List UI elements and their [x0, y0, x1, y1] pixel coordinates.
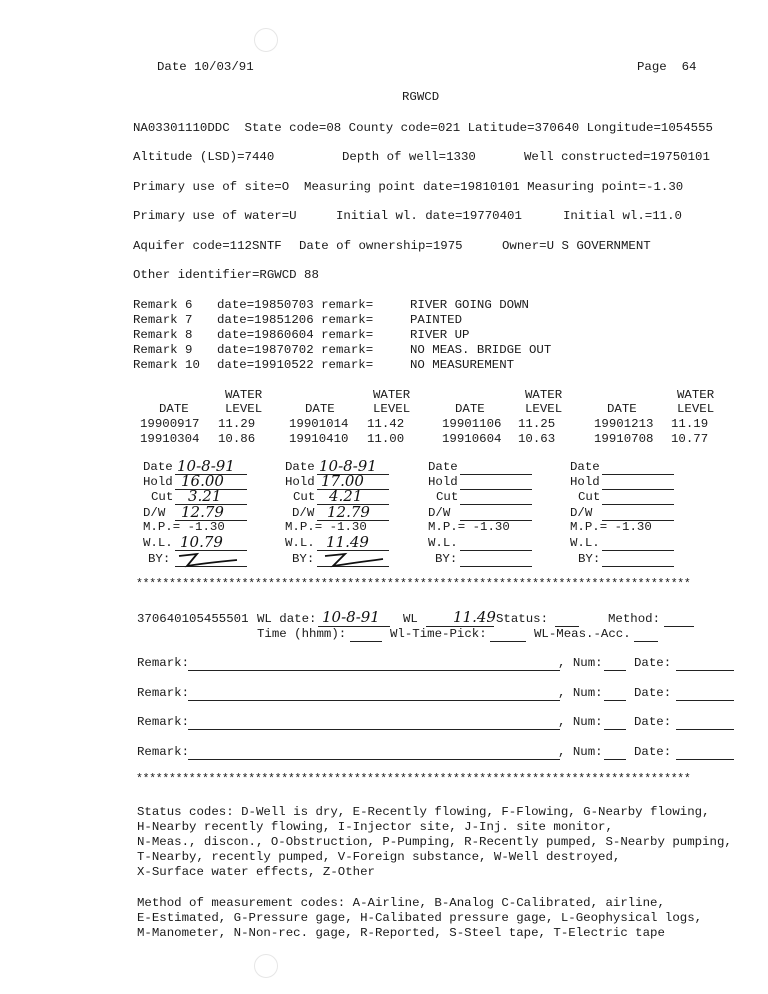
well-constructed: Well constructed=19750101	[524, 150, 710, 164]
remark-date-label: Date:	[634, 745, 672, 759]
table-cell-level: 11.25	[518, 417, 556, 431]
table-cell-date: 19910304	[140, 432, 200, 446]
remark-text: RIVER GOING DOWN	[410, 298, 529, 312]
remark-date: date=19850703 remark=	[217, 298, 374, 312]
table-cell-date: 19900917	[140, 417, 200, 431]
separator-line: ************************************************************************************	[136, 773, 691, 786]
form-hold-line[interactable]	[602, 489, 674, 490]
form-date-label: Date	[285, 460, 315, 474]
remark-num-field[interactable]	[604, 670, 626, 671]
initials-signature	[317, 551, 387, 571]
table-cell-date: 19901106	[442, 417, 502, 431]
col-header-date: DATE	[305, 402, 335, 416]
entry-wl-date-label: WL date:	[257, 612, 317, 626]
form-date-line[interactable]	[460, 474, 532, 475]
separator-line: ************************************************************************************	[136, 578, 691, 591]
remark-text: RIVER UP	[410, 328, 470, 342]
remark-entry-field[interactable]	[188, 759, 560, 760]
remark-entry-label: Remark:	[137, 656, 190, 670]
remark-date-field[interactable]	[676, 670, 734, 671]
entry-site-id: 370640105455501	[137, 612, 249, 626]
remark-date: date=19910522 remark=	[217, 358, 374, 372]
col-header-level: LEVEL	[525, 402, 563, 416]
report-date: Date 10/03/91	[157, 60, 254, 74]
remark-text: NO MEAS. BRIDGE OUT	[410, 343, 552, 357]
remark-label: Remark 7	[133, 313, 200, 327]
handwritten-cut: 4.21	[329, 487, 363, 505]
form-hold-label: Hold	[428, 475, 458, 489]
handwritten-wl: 11.49	[326, 533, 369, 551]
aquifer-code: Aquifer code=112SNTF	[133, 239, 282, 253]
remark-date: date=19870702 remark=	[217, 343, 374, 357]
primary-use-water: Primary use of water=U	[133, 209, 297, 223]
form-dw-label: D/W	[570, 506, 593, 520]
form-cut-label: Cut	[436, 490, 459, 504]
method-codes-line: Method of measurement codes: A-Airline, B-Analog C-Calibrated, airline,	[137, 896, 665, 910]
table-cell-level: 10.63	[518, 432, 556, 446]
form-cut-line[interactable]	[460, 504, 532, 505]
form-date-line[interactable]	[602, 474, 674, 475]
well-depth: Depth of well=1330	[342, 150, 476, 164]
col-header-level: LEVEL	[225, 402, 263, 416]
col-header-water: WATER	[373, 388, 411, 402]
status-codes-line: X-Surface water effects, Z-Other	[137, 865, 375, 879]
remark-num-label: , Num:	[558, 686, 603, 700]
entry-method-field[interactable]	[664, 626, 694, 627]
status-codes-line: T-Nearby, recently pumped, V-Foreign substance, W-Well destroyed,	[137, 850, 621, 864]
col-header-level: LEVEL	[677, 402, 715, 416]
form-cut-line[interactable]	[602, 504, 674, 505]
remark-date-field[interactable]	[676, 700, 734, 701]
remark-num-field[interactable]	[604, 759, 626, 760]
table-cell-level: 11.19	[671, 417, 709, 431]
remark-date-label: Date:	[634, 686, 672, 700]
remark-entry-field[interactable]	[188, 670, 560, 671]
form-date-label: Date	[570, 460, 600, 474]
ownership-date: Date of ownership=1975	[299, 239, 463, 253]
remark-text: PAINTED	[410, 313, 463, 327]
form-hold-label: Hold	[285, 475, 315, 489]
form-cut-label: Cut	[151, 490, 174, 504]
entry-time-field[interactable]	[350, 641, 382, 642]
handwritten-dw: 12.79	[327, 503, 370, 521]
table-cell-level: 10.86	[218, 432, 256, 446]
remark-entry-label: Remark:	[137, 715, 190, 729]
form-dw-label: D/W	[292, 506, 315, 520]
handwritten-entry-date: 10-8-91	[322, 608, 380, 626]
form-wl-line[interactable]	[602, 550, 674, 551]
remark-label: Remark 10	[133, 358, 200, 372]
form-by-label: BY:	[292, 552, 315, 566]
form-by-line[interactable]	[460, 566, 532, 567]
form-hold-line[interactable]	[460, 489, 532, 490]
entry-pick-field[interactable]	[490, 641, 526, 642]
handwritten-entry-wl: 11.49	[453, 608, 496, 626]
entry-acc-field[interactable]	[634, 641, 658, 642]
method-codes-line: M-Manometer, N-Non-rec. gage, R-Reported, S-Steel tape, T-Electric tape	[137, 926, 665, 940]
form-cut-label: Cut	[578, 490, 601, 504]
initial-wl-date: Initial wl. date=19770401	[336, 209, 522, 223]
table-cell-level: 10.77	[671, 432, 709, 446]
handwritten-wl: 10.79	[180, 533, 223, 551]
col-header-water: WATER	[225, 388, 263, 402]
remark-date: date=19851206 remark=	[217, 313, 374, 327]
entry-status-label: Status:	[496, 612, 549, 626]
handwritten-cut: 3.21	[188, 487, 222, 505]
form-cut-label: Cut	[293, 490, 316, 504]
table-cell-date: 19910708	[594, 432, 654, 446]
remark-entry-field[interactable]	[188, 700, 560, 701]
remark-num-field[interactable]	[604, 700, 626, 701]
form-wl-label: W.L.	[285, 536, 315, 550]
entry-time-label: Time (hhmm):	[257, 627, 347, 641]
remark-text: NO MEASUREMENT	[410, 358, 515, 372]
form-by-label: BY:	[435, 552, 458, 566]
status-codes-line: H-Nearby recently flowing, I-Injector site, J-Inj. site monitor,	[137, 820, 613, 834]
remark-date-label: Date:	[634, 656, 672, 670]
remark-entry-field[interactable]	[188, 729, 560, 730]
form-mp-label: M.P.= -1.30	[285, 520, 367, 534]
owner: Owner=U S GOVERNMENT	[502, 239, 651, 253]
status-codes-line: N-Meas., discon., O-Obstruction, P-Pumping, R-Recently pumped, S-Nearby pumping,	[137, 835, 732, 849]
handwritten-date: 10-8-91	[177, 457, 235, 475]
altitude: Altitude (LSD)=7440	[133, 150, 275, 164]
entry-pick-label: Wl-Time-Pick:	[390, 627, 487, 641]
remark-date-field[interactable]	[676, 729, 734, 730]
table-cell-level: 11.00	[367, 432, 405, 446]
table-cell-date: 19910604	[442, 432, 502, 446]
remark-label: Remark 9	[133, 343, 200, 357]
remark-num-label: , Num:	[558, 745, 603, 759]
form-by-line[interactable]	[602, 566, 674, 567]
entry-acc-label: WL-Meas.-Acc.	[534, 627, 631, 641]
remark-entry-label: Remark:	[137, 745, 190, 759]
agency-title: RGWCD	[402, 90, 440, 104]
form-hold-label: Hold	[143, 475, 173, 489]
col-header-level: LEVEL	[373, 402, 411, 416]
col-header-date: DATE	[455, 402, 485, 416]
punch-hole	[254, 954, 278, 978]
form-by-label: BY:	[148, 552, 171, 566]
form-mp-label: M.P.= -1.30	[143, 520, 225, 534]
status-codes-line: Status codes: D-Well is dry, E-Recently flowing, F-Flowing, G-Nearby flowing,	[137, 805, 710, 819]
form-mp-label: M.P.= -1.30	[428, 520, 510, 534]
table-cell-date: 19901213	[594, 417, 654, 431]
form-wl-label: W.L.	[143, 536, 173, 550]
form-dw-label: D/W	[428, 506, 451, 520]
table-cell-date: 19901014	[289, 417, 349, 431]
remark-date-field[interactable]	[676, 759, 734, 760]
method-codes-line: E-Estimated, G-Pressure gage, H-Calibated pressure gage, L-Geophysical logs,	[137, 911, 703, 925]
site-id-line: NA03301110DDC State code=08 County code=021 Latitude=370640 Longitude=1054555	[133, 121, 713, 135]
form-wl-line[interactable]	[460, 550, 532, 551]
remark-num-label: , Num:	[558, 715, 603, 729]
remark-date-label: Date:	[634, 715, 672, 729]
form-hold-label: Hold	[570, 475, 600, 489]
form-by-label: BY:	[578, 552, 601, 566]
table-cell-level: 11.29	[218, 417, 256, 431]
entry-wl-label: WL	[403, 612, 418, 626]
handwritten-dw: 12.79	[181, 503, 224, 521]
col-header-water: WATER	[525, 388, 563, 402]
initial-wl: Initial wl.=11.0	[563, 209, 682, 223]
handwritten-hold: 16.00	[181, 472, 224, 490]
col-header-date: DATE	[159, 402, 189, 416]
entry-method-label: Method:	[608, 612, 661, 626]
primary-use-site: Primary use of site=O Measuring point date=19810101 Measuring point=-1.30	[133, 180, 684, 194]
form-wl-label: W.L.	[570, 536, 600, 550]
form-date-label: Date	[143, 460, 173, 474]
initials-signature	[175, 551, 245, 571]
form-mp-label: M.P.= -1.30	[570, 520, 652, 534]
handwritten-date: 10-8-91	[319, 457, 377, 475]
form-dw-label: D/W	[143, 506, 166, 520]
handwritten-hold: 17.00	[321, 472, 364, 490]
other-identifier: Other identifier=RGWCD 88	[133, 268, 319, 282]
page-number: Page 64	[637, 60, 697, 74]
table-cell-date: 19910410	[289, 432, 349, 446]
table-cell-level: 11.42	[367, 417, 405, 431]
col-header-date: DATE	[607, 402, 637, 416]
col-header-water: WATER	[677, 388, 715, 402]
remark-label: Remark 6	[133, 298, 200, 312]
remark-num-label: , Num:	[558, 656, 603, 670]
form-wl-label: W.L.	[428, 536, 458, 550]
remark-label: Remark 8	[133, 328, 200, 342]
punch-hole	[254, 28, 278, 52]
remark-entry-label: Remark:	[137, 686, 190, 700]
remark-num-field[interactable]	[604, 729, 626, 730]
form-date-label: Date	[428, 460, 458, 474]
remark-date: date=19860604 remark=	[217, 328, 374, 342]
